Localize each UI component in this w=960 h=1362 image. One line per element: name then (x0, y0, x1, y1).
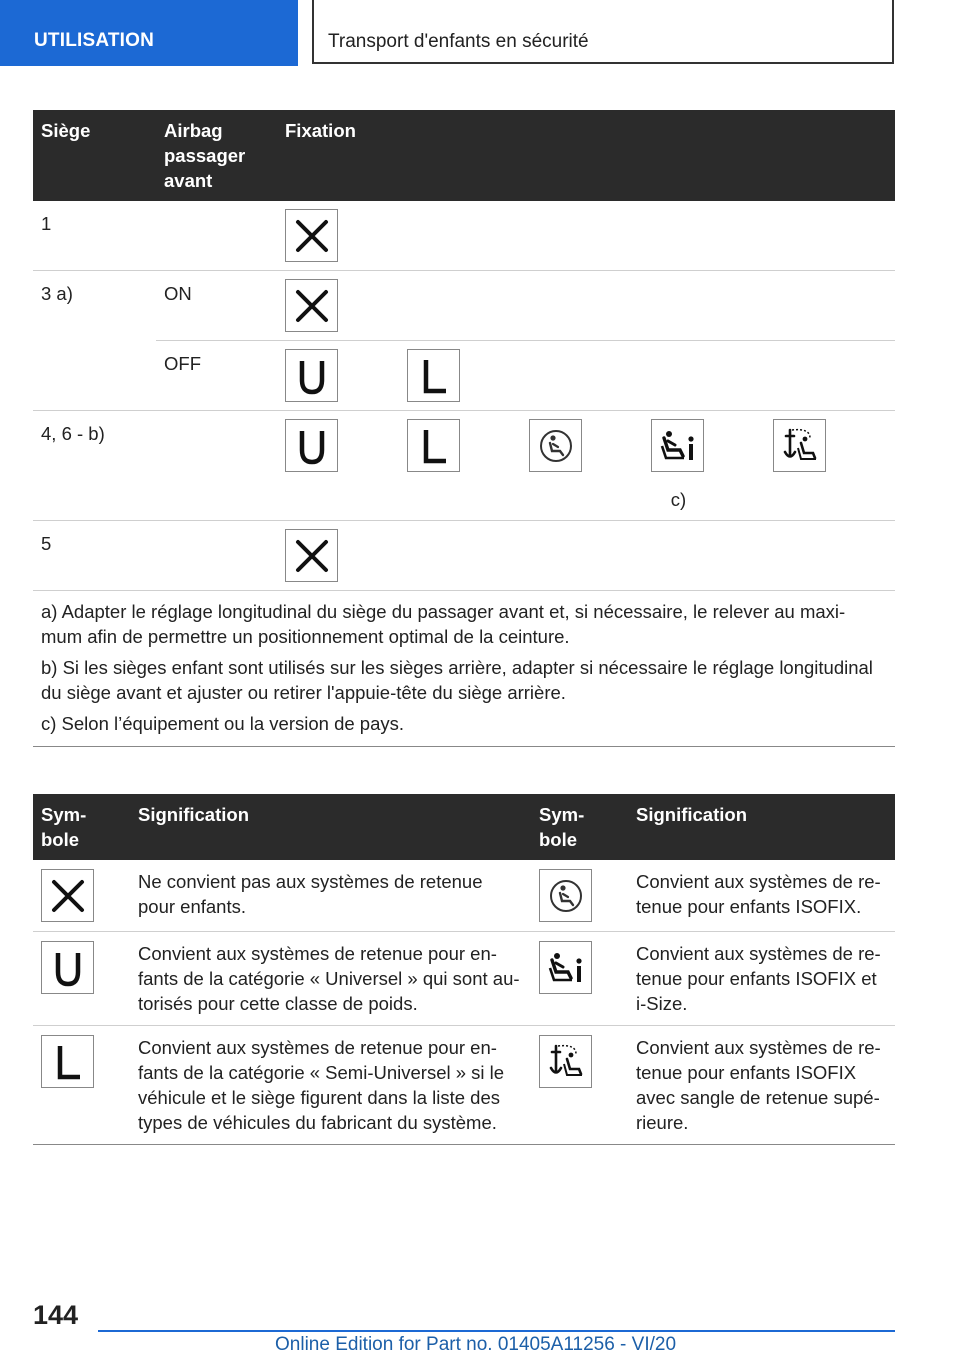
airbag-cell (156, 411, 277, 521)
table-row (33, 521, 895, 591)
fixation-cell (277, 521, 895, 591)
u-icon (41, 941, 94, 994)
table-row (33, 201, 895, 271)
symbol-cell (33, 860, 130, 932)
footer-rule (98, 1330, 895, 1332)
symbol-legend-table (33, 794, 895, 1145)
col-header-airbag: Airbag passager avant (156, 110, 277, 201)
seat-cell (33, 341, 156, 411)
seat-fixation-table (33, 110, 895, 747)
l-icon (41, 1035, 94, 1088)
meaning-cell: Convient aux systèmes de re- tenue pour enfants ISOFIX. (628, 860, 895, 932)
u-icon (285, 419, 338, 472)
isofix-icon (539, 869, 592, 922)
x-icon (285, 209, 338, 262)
table-row (33, 271, 895, 341)
col-header-meaning-2: Signification (628, 794, 895, 860)
symbol-cell (531, 860, 628, 932)
isofix-icon (529, 419, 582, 472)
table-row (33, 860, 895, 932)
seat-cell: 1 (33, 201, 156, 271)
meaning-cell: Convient aux systèmes de retenue pour en- fants de la catégorie « Universel » qui sont au- torisés pour cette classe de poids. (130, 932, 531, 1026)
airbag-cell (156, 201, 277, 271)
x-icon (285, 529, 338, 582)
u-icon (285, 349, 338, 402)
col-header-fixation: Fixation (277, 110, 895, 201)
airbag-cell (156, 521, 277, 591)
meaning-cell: Convient aux systèmes de retenue pour en- fants de la catégorie « Semi-Universel » si le véhicule et le siège figurent dans la liste des types de véhicules du fabricant du système. (130, 1026, 531, 1145)
isize-icon (651, 419, 704, 472)
col-header-symbol-1: Sym- bole (33, 794, 130, 860)
section-tab (0, 0, 298, 66)
symbol-cell (531, 1026, 628, 1145)
edition-text: Online Edition for Part no. 01405A11256 - VI/20 (275, 1334, 677, 1355)
table-row (33, 932, 895, 1026)
l-icon (407, 349, 460, 402)
footnote-ref: c) (670, 489, 687, 510)
chapter-header (312, 0, 894, 64)
airbag-cell: OFF (156, 341, 277, 411)
x-icon (41, 869, 94, 922)
table-row (33, 411, 895, 521)
footnotes-row (33, 591, 895, 747)
fixation-cell (277, 201, 895, 271)
col-header-seat: Siège (33, 110, 156, 201)
footnote: a) Adapter le réglage longitudinal du siège du passager avant et, si nécessaire, le relever au maxi- mum afin de permettre un positionnement optimal de la ceinture. (41, 601, 846, 647)
table-row (33, 341, 895, 411)
l-icon (407, 419, 460, 472)
airbag-cell: ON (156, 271, 277, 341)
symbol-cell (33, 932, 130, 1026)
seat-cell: 5 (33, 521, 156, 591)
tether-icon (539, 1035, 592, 1088)
symbol-cell (33, 1026, 130, 1145)
seat-cell: 3 a) (41, 283, 73, 304)
footnote: c) Selon l’équipement ou la version de pays. (41, 713, 405, 734)
fixation-cell (277, 411, 895, 521)
tether-icon (773, 419, 826, 472)
meaning-cell: Ne convient pas aux systèmes de retenue pour enfants. (130, 860, 531, 932)
page-number: 144 (33, 1300, 79, 1330)
section-title: UTILISATION (34, 30, 155, 51)
symbol-cell (531, 932, 628, 1026)
meaning-cell: Convient aux systèmes de re- tenue pour enfants ISOFIX avec sangle de retenue supé- rieure. (628, 1026, 895, 1145)
col-header-symbol-2: Sym- bole (531, 794, 628, 860)
fixation-cell (277, 271, 895, 341)
x-icon (285, 279, 338, 332)
table-row (33, 1026, 895, 1145)
footnote: b) Si les sièges enfant sont utilisés sur les sièges arrière, adapter si nécessaire le réglage longitudinal du siège avant et ajuster ou retirer l'appuie-tête du siège arrière. (41, 657, 873, 703)
col-header-meaning-1: Signification (130, 794, 531, 860)
isize-icon (539, 941, 592, 994)
seat-cell: 4, 6 - b) (33, 411, 156, 521)
chapter-title: Transport d'enfants en sécurité (328, 31, 589, 52)
fixation-cell (277, 341, 895, 411)
meaning-cell: Convient aux systèmes de re- tenue pour enfants ISOFIX et i-Size. (628, 932, 895, 1026)
